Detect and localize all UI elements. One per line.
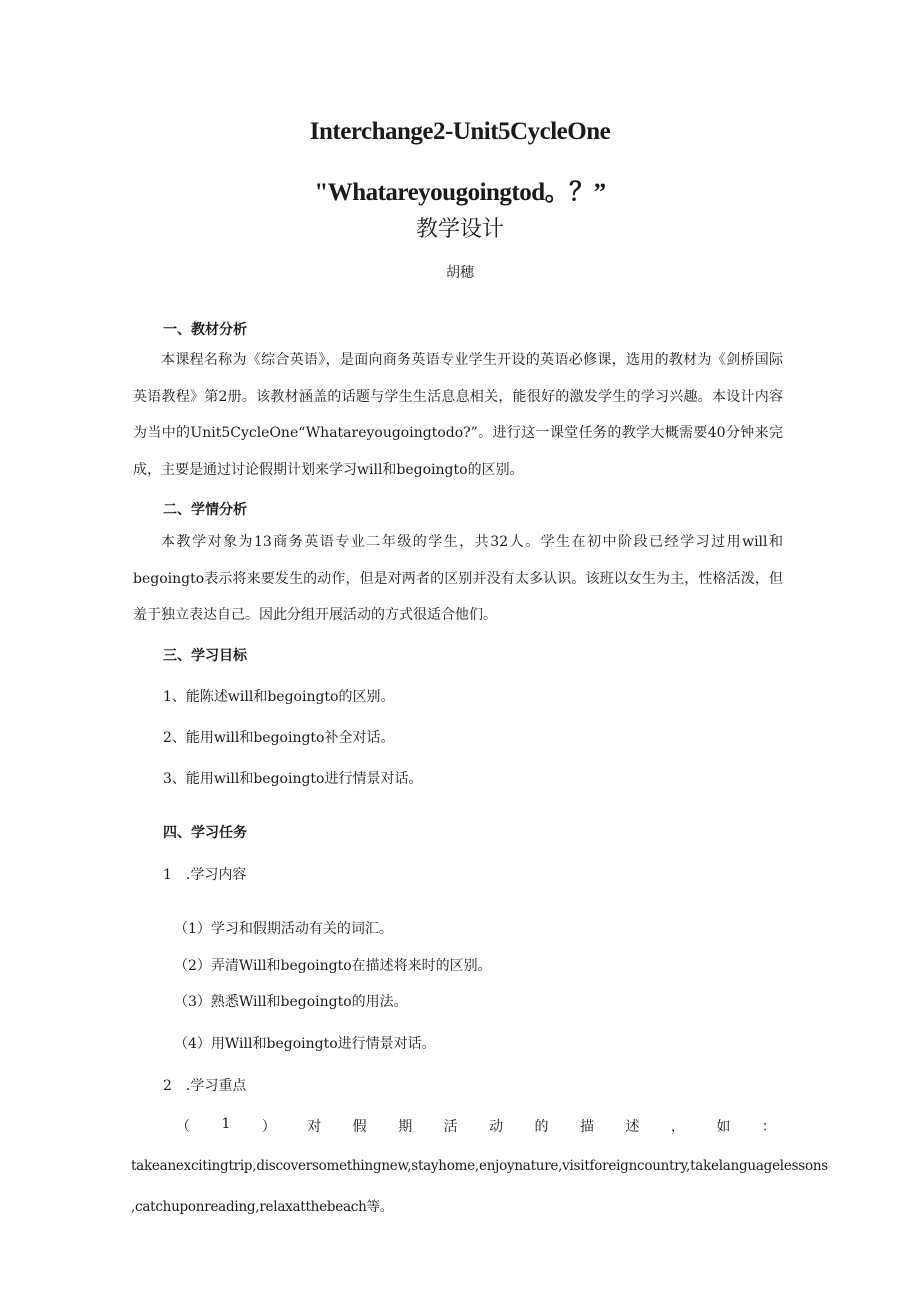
content-item-1: （1）学习和假期活动有关的词汇。 [174,921,393,937]
focus-token: ： [761,1119,776,1135]
section-heading-learner-analysis: 二、学情分析 [163,502,247,518]
objective-item-1: 1、能陈述will和begoingto的区别。 [163,689,395,705]
focus-token: 期 [398,1119,413,1135]
focus-token: 的 [534,1119,549,1135]
section-heading-textbook-analysis: 一、教材分析 [163,322,247,338]
focus-token: ） [261,1119,276,1135]
focus-token: 活 [443,1119,458,1135]
focus-token: 描 [580,1119,594,1135]
objective-item-2: 2、能用will和begoingto补全对话。 [163,730,395,746]
focus-token: ， [670,1119,685,1135]
focus-token: 对 [307,1119,322,1135]
paragraph-learner-analysis: 本教学对象为13商务英语专业二年级的学生，共32人。学生在初中阶段已经学习过用will和begoingto表示将来要发生的动作，但是对两者的区别并没有太多认识。该班以女生为主，性格活泼，但羞于独立表达自己。因此分组开展活动的方式很适合他们。 [133,534,783,623]
subheading-learning-focus: 2 .学习重点 [163,1078,247,1094]
paragraph-textbook-analysis: 本课程名称为《综合英语》，是面向商务英语专业学生开设的英语必修课，选用的教材为《剑桥国际英语教程》第2册。该教材涵盖的话题与学生生活息息相关，能很好的激发学生的学习兴趣。本设计内容为当中的Unit5CycleOne“Whatareyougoingtodo?”。进行这一课堂任务的教学大概需要40分钟来完成，主要是通过讨论假期计划来学习will和begoingto的区别。 [133,352,783,478]
focus-item-1-spread-line [176,1116,776,1136]
objective-item-3: 3、能用will和begoingto进行情景对话。 [163,771,423,787]
content-item-2: （2）弄清Will和begoingto在描述将来时的区别。 [174,958,492,974]
document-title-line2: "Whatareyougoingtod。？” [314,179,606,206]
focus-token: 如 [716,1119,731,1135]
focus-token: 假 [352,1119,367,1135]
section-heading-learning-objectives: 三、学习目标 [163,648,247,664]
document-title-line1: Interchange2-Unit5CycleOne [309,118,611,145]
focus-token: 动 [489,1119,504,1135]
focus-item-1-examples-cont: ,catchuponreading,relaxatthebeach等。 [131,1199,394,1215]
document-title-line3: 教学设计 [415,217,504,242]
content-item-4: （4）用Will和begoingto进行情景对话。 [174,1036,436,1052]
focus-item-1-examples: takeanexcitingtrip,discoversomethingnew,stayhome,enjoynature,visitforeigncountry,takelanguagelessons [131,1158,828,1174]
author-name: 胡穗 [446,265,474,281]
focus-token: 述 [625,1119,640,1135]
subheading-learning-content: 1 .学习内容 [163,867,247,883]
focus-token: 1 [221,1116,231,1132]
content-item-3: （3）熟悉Will和begoingto的用法。 [174,994,408,1010]
focus-token: （ [176,1119,190,1135]
section-heading-learning-tasks: 四、学习任务 [163,825,247,841]
